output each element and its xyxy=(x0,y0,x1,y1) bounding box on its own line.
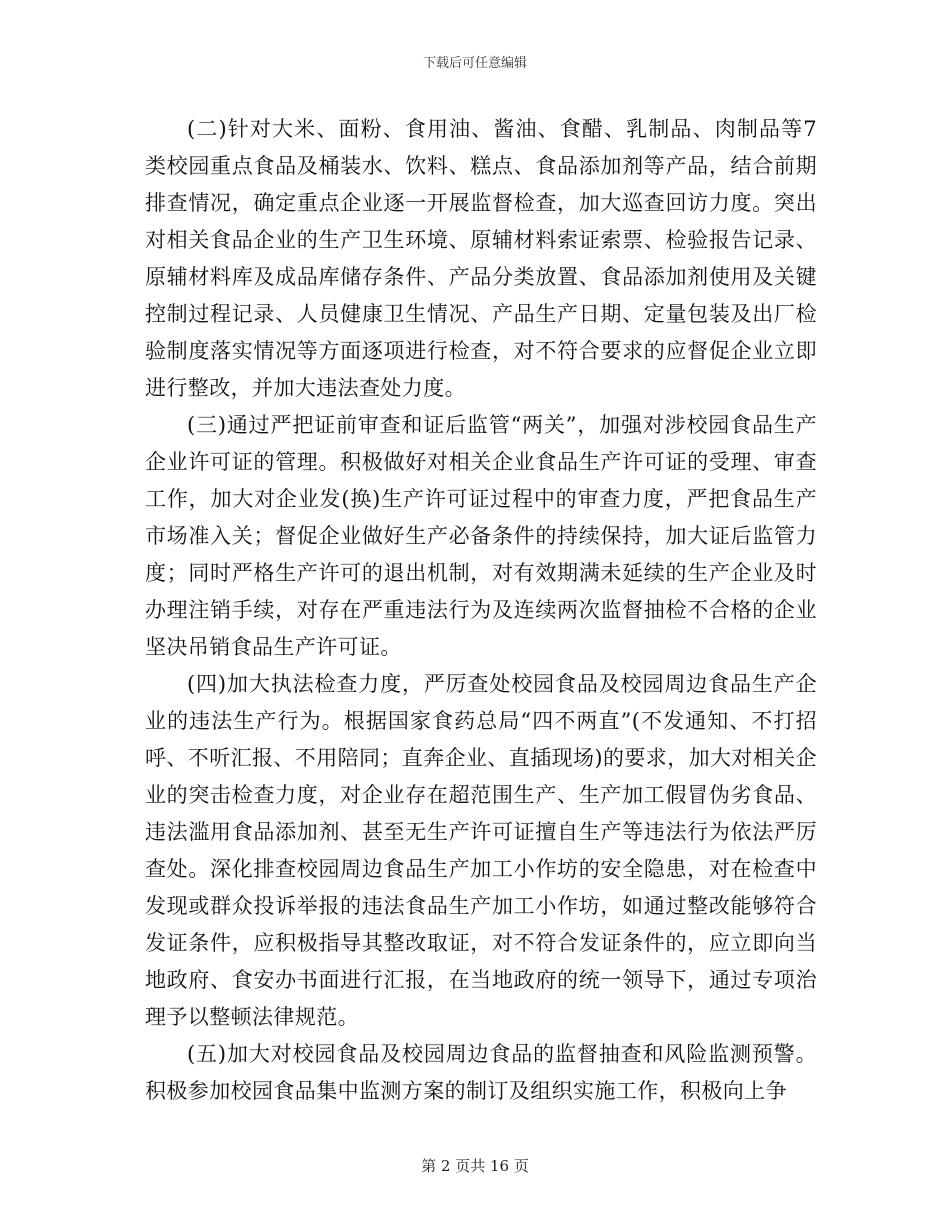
paragraph-4: (四)加大执法检查力度，严厉查处校园食品及校园周边食品生产企业的违法生产行为。根据国家食药总局“四不两直”(不发通知、不打招呼、不听汇报、不用陪同；直奔企业、直插现场)的要求，加大对相关企业的突击检查力度，对企业存在超范围生产、生产加工假冒伪劣食品、违法滥用食品添加剂、甚至无生产许可证擅自生产等违法行为依法严厉查处。深化排查校园周边食品生产加工小作坊的安全隐患，对在检查中发现或群众投诉举报的违法食品生产加工小作坊，如通过整改能够符合发证条件，应积极指导其整改取证，对不符合发证条件的，应立即向当地政府、食安办书面进行汇报，在当地政府的统一领导下，通过专项治理予以整顿法律规范。 xyxy=(145,672,817,1029)
page-number: 第 2 页共 16 页 xyxy=(421,1157,529,1175)
page-header: 下载后可任意编辑 xyxy=(422,56,527,71)
document-body xyxy=(145,111,817,1110)
paragraph-5: (五)加大对校园食品及校园周边食品的监督抽查和风险监测预警。积极参加校园食品集中监测方案的制订及组织实施工作，积极向上争 xyxy=(145,1042,817,1103)
paragraph-3: (三)通过严把证前审查和证后监管“两关”，加强对涉校园食品生产企业许可证的管理。积极做好对相关企业食品生产许可证的受理、审查工作，加大对企业发(换)生产许可证过程中的审查力度，严把食品生产市场准入关；督促企业做好生产必备条件的持续保持，加大证后监管力度；同时严格生产许可的退出机制，对有效期满未延续的生产企业及时办理注销手续，对存在严重违法行为及连续两次监督抽检不合格的企业坚决吊销食品生产许可证。 xyxy=(145,413,817,659)
paragraph-2: (二)针对大米、面粉、食用油、酱油、食醋、乳制品、肉制品等7类校园重点食品及桶装水、饮料、糕点、食品添加剂等产品，结合前期排查情况，确定重点企业逐一开展监督检查，加大巡查回访力度。突出对相关食品企业的生产卫生环境、原辅材料索证索票、检验报告记录、原辅材料库及成品库储存条件、产品分类放置、食品添加剂使用及关键控制过程记录、人员健康卫生情况、产品生产日期、定量包装及出厂检验制度落实情况等方面逐项进行检查，对不符合要求的应督促企业立即进行整改，并加大违法查处力度。 xyxy=(145,117,817,400)
